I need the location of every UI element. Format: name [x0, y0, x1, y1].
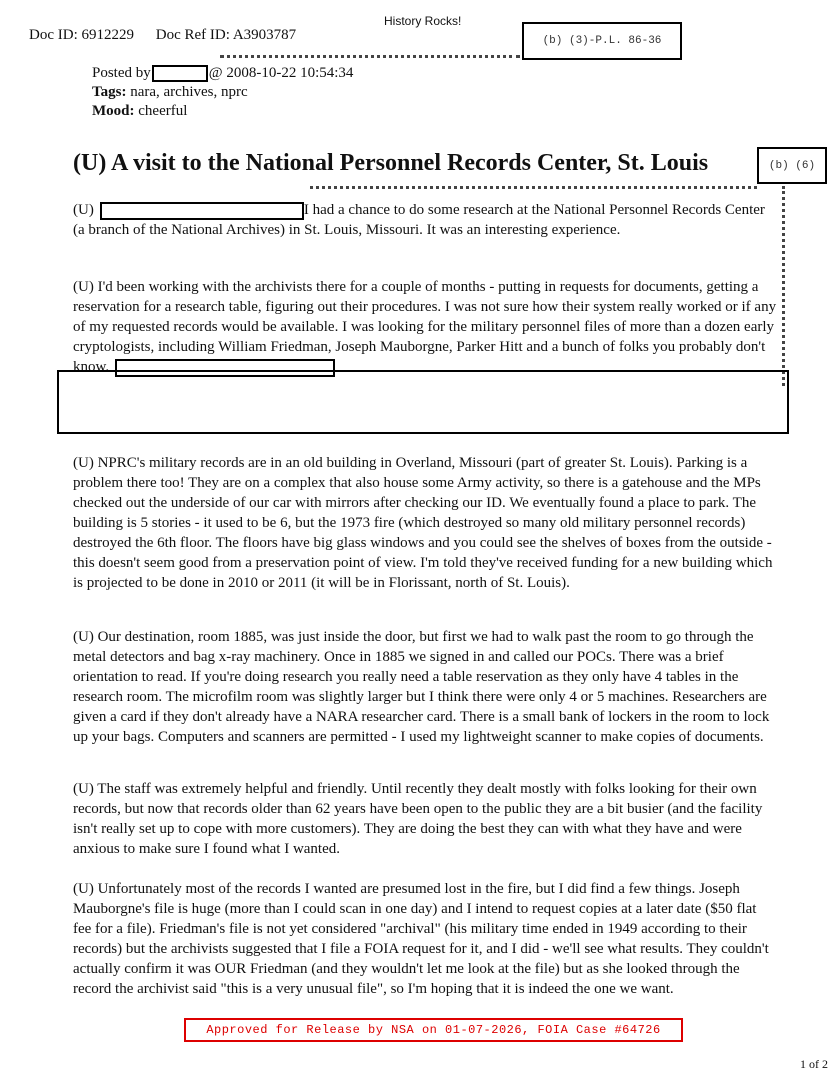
doc-id: Doc ID: 6912229 — [29, 27, 134, 43]
paragraph-4: (U) Our destination, room 1885, was just inside the door, but first we had to walk past the room to go through the metal detectors and bag x-ray machinery. Once in 1885 we signed in and called our POCs. There was a brief orientation to read. If you're doing research you really need a table reservation as they only have 4 tables in the research room. The microfilm room was slightly larger but I think there were only 4 or 5 machines. Researchers are given a card if they don't already have a NARA researcher card. There is a small bank of lockers in the room to lock up your bags. Computers and scanners are permitted - I used my lightweight scanner to make copies of documents. — [73, 629, 770, 745]
posted-at: @ 2008-10-22 10:54:34 — [208, 65, 354, 81]
paragraph-1-start: (U) — [73, 202, 94, 218]
paragraph-5: (U) The staff was extremely helpful and friendly. Until recently they dealt mostly with folks looking for their own records, but now that records older than 62 years have been open to the public they are a bit busier (and the facility isn't really set up to cope with more customers). They are doing the best they can with what they have and were anxious to make sure I found what I wanted. — [73, 781, 763, 857]
mood-value: cheerful — [138, 103, 188, 119]
release-stamp: Approved for Release by NSA on 01-07-2026, FOIA Case #64726 — [184, 1018, 683, 1042]
dotted-leader-vertical — [782, 186, 785, 386]
post-meta — [92, 64, 353, 121]
doc-ids — [29, 27, 296, 44]
tags-value: nara, archives, nprc — [130, 84, 248, 100]
redaction-box — [152, 65, 208, 82]
doc-ref-id: Doc Ref ID: A3903787 — [155, 27, 297, 43]
posted-by-line — [92, 64, 353, 83]
tags-label: Tags: — [92, 84, 127, 100]
tags-line — [92, 83, 353, 102]
header-stamp: History Rocks! — [384, 14, 462, 28]
mood-label: Mood: — [92, 103, 135, 119]
exemption-box-title: (b) (6) — [757, 147, 827, 184]
redaction-block — [57, 370, 789, 434]
paragraph-2 — [73, 277, 778, 377]
paragraph-6: (U) Unfortunately most of the records I wanted are presumed lost in the fire, but I did find a few things. Joseph Mauborgne's file is huge (more than I could scan in one day) and I intend to request copies at a later date ($50 flat fee for a file). Friedman's file is not yet considered "archival" (his military time ended in 1949 according to their records) but the archivists suggested that I file a FOIA request for it, and I did - we'll see what results. They couldn't actually confirm it was OUR Friedman (and they wouldn't let me look at the file) but as she looked through the record the archivist said "this is a very unusual file", so I'm hoping that it is indeed the one we want. — [73, 881, 769, 997]
redaction-box — [100, 202, 304, 220]
paragraph-3: (U) NPRC's military records are in an old building in Overland, Missouri (part of greater St. Louis). Parking is a problem there too! They are on a complex that also house some Army activity, so there is a gatehouse and the MPs checked out the underside of our car with mirrors after checking our ID. We eventually found a place to park. The building is 5 stories - it used to be 6, but the 1973 fire (which destroyed so many old military personnel records) destroyed the 6th floor. The floors have big glass windows and you could see the shelves of boxes from the outside - this doesn't seem good from a preservation point of view. I'm told they've received funding for a new building which is projected to be done in 2010 or 2011 (it will be in Florissant, north of St. Louis). — [73, 455, 773, 591]
post-title: (U) A visit to the National Personnel Records Center, St. Louis — [73, 150, 709, 176]
paragraph-1-rest: I had a chance to do some research at the National Personnel Records Center (a branch of the National Archives) in St. Louis, Missouri. It was an interesting experience. — [73, 202, 765, 238]
paragraph-2-text: (U) I'd been working with the archivists there for a couple of months - putting in requests for documents, getting a reservation for a research table, figuring out their procedures. I was not sure how their system really worked or if any of my requested records would be available. I was looking for the military personnel files of more than a dozen early cryptologists, including William Friedman, Joseph Mauborgne, Parker Hitt and a bunch of folks you probably don't know. — [73, 279, 777, 375]
posted-by-label: Posted by — [92, 65, 151, 81]
paragraph-1 — [73, 200, 778, 240]
exemption-box-top: (b) (3)-P.L. 86-36 — [522, 22, 682, 60]
dotted-leader-title — [310, 186, 757, 189]
page-number: 1 of 2 — [800, 1057, 828, 1071]
mood-line — [92, 102, 353, 121]
dotted-leader-top — [220, 55, 520, 58]
